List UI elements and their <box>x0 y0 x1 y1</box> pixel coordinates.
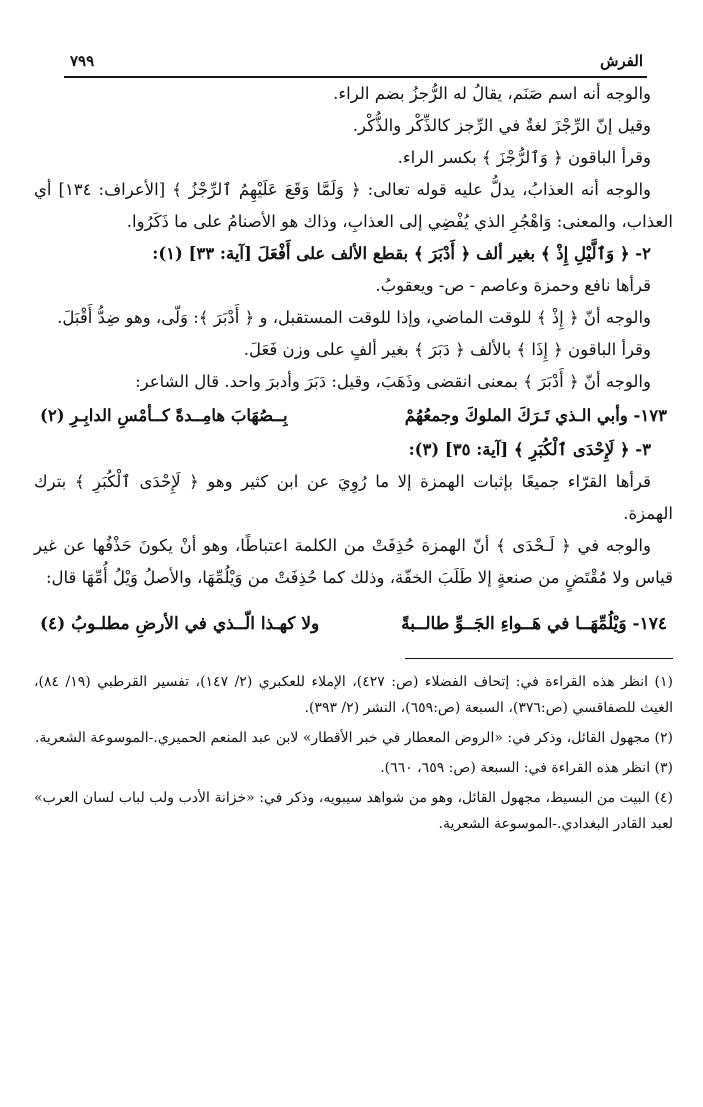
verse-second-hemistich: بِــصُهَابَ هامِــدةً كــأمْسِ الدابِـرِ (٢) <box>40 406 288 425</box>
section-heading-3: ٣- ﴿ لَإِحْدَى ٱلْكُبَرِ ﴾ [آية: ٣٥] (٣): <box>408 440 651 459</box>
header-title: الفرش <box>600 52 643 70</box>
text-paragraph: قرأها القرّاء جميعًا بإثبات الهمزة إلا ما رُوِيَ عن ابن كثير وهو ﴿ لَإِحْدَى ٱلْكُبَرِ ﴾ بترك الهمزة. <box>34 472 673 523</box>
verse-first-hemistich: ١٧٤- وَيْلُمِّهَــا في هَــواءِ الجَــوِّ طالــبةً <box>401 614 667 634</box>
footnote-3: (٣) انظر هذه القراءة في: السبعة (ص: ٦٥٩، ٦٦٠). <box>380 760 673 776</box>
main-text <box>34 78 673 640</box>
running-header <box>34 0 673 70</box>
section-heading-2: ٢- ﴿ وَٱلَّيْلِ إِذْ ﴾ بغير ألف ﴿ أَدْبَرَ ﴾ بقطع الألف على أَفْعَلَ [آية: ٣٣] (١): <box>152 244 651 263</box>
text-line: والوجه أنه اسم صَنَم، يقالُ له الرُّجزُ بضم الراء. <box>333 84 651 103</box>
footnotes <box>34 669 673 837</box>
text-line: وقرأ الباقون ﴿ إِذَا ﴾ بالألف ﴿ دَبَرَ ﴾ بغير ألفٍ على وزن فَعَلَ. <box>243 340 651 359</box>
footnote-4: (٤) البيت من البسيط، مجهول القائل، وهو من شواهد سيبويه، وذكر في: «خزانة الأدب ولب لباب لسان العرب» لعبد القادر البغدادي.-الموسوعة الشعرية. <box>34 790 673 832</box>
header-rule <box>64 76 647 78</box>
text-paragraph: والوجه أنّ ﴿ إِذْ ﴾ للوقت الماضي، وإذا للوقت المستقبل، و ﴿ أَدْبَرَ ﴾: وَلّى، وهو ضِدُّ أَقْبَلَ. <box>57 308 651 327</box>
poetry-verse-174 <box>34 608 673 640</box>
text-line: والوجه أنّ ﴿ أَدْبَرَ ﴾ بمعنى انقضى وذَهَبَ، وقيل: دَبَرَ وأدبرَ واحد. قال الشاعر: <box>135 372 651 391</box>
text-line: وقرأ الباقون ﴿ وَٱلرُّجْزَ ﴾ بكسر الراء. <box>397 148 651 167</box>
verse-first-hemistich: ١٧٣- وأبي الـذي تَـرَكَ الملوكَ وجمعُهُمْ <box>404 406 667 425</box>
verse-second-hemistich: ولا كهـذا الّــذي في الأرضِ مطلـوبُ (٤) <box>40 614 320 634</box>
footnote-2: (٢) مجهول القائل، وذكر في: «الروض المعطار في خبر الأقطار» لابن عبد المنعم الحميري.-الموسوعة الشعرية. <box>34 730 673 746</box>
text-paragraph: والوجه أنه العذابُ، يدلُّ عليه قوله تعالى: ﴿ وَلَمَّا وَقَعَ عَلَيْهِمُ ٱلرِّجْزُ ﴾ [الأعراف: ١٣٤] أي العذاب، والمعنى: وَاهْجُرِ الذي يُفْضِي إلى العذابِ، وذاك هو الأصنامُ على ما ذَكَرُوا. <box>34 180 673 231</box>
poetry-verse-173 <box>34 400 673 432</box>
text-paragraph: والوجه في ﴿ لَـحْدَى ﴾ أنّ الهمزة حُذِفَتْ من الكلمة اعتباطًا، وهو أنْ يكونَ حَذْفُها عن غير قياس ولا مُقْتَضٍ من صنعةٍ إلا طَلَبَ الخفّة، وذلك كما حُذِفَتْ من وَيْلُمِّهَا، والأصلُ وَيْلُ أُمِّهَا قال: <box>34 536 673 587</box>
footnote-1: (١) انظر هذه القراءة في: إتحاف الفضلاء (ص: ٤٢٧)، الإملاء للعكبري (٢/ ١٤٧)، تفسير القرطبي (١٩/ ٨٤)، الغيث للصفاقسي (ص:٣٧٦)، السبعة (ص:٦٥٩)، النشر (٢/ ٣٩٣). <box>34 674 673 716</box>
footnote-separator <box>405 658 673 659</box>
text-line: قرأها نافع وحمزة وعاصم - ص- ويعقوبُ. <box>375 276 651 295</box>
page-number: ٧٩٩ <box>70 52 95 70</box>
text-line: وقيل إنّ الرِّجْزَ لغةٌ في الرِّجز كالذِّكْر والذُّكْر. <box>352 116 651 135</box>
